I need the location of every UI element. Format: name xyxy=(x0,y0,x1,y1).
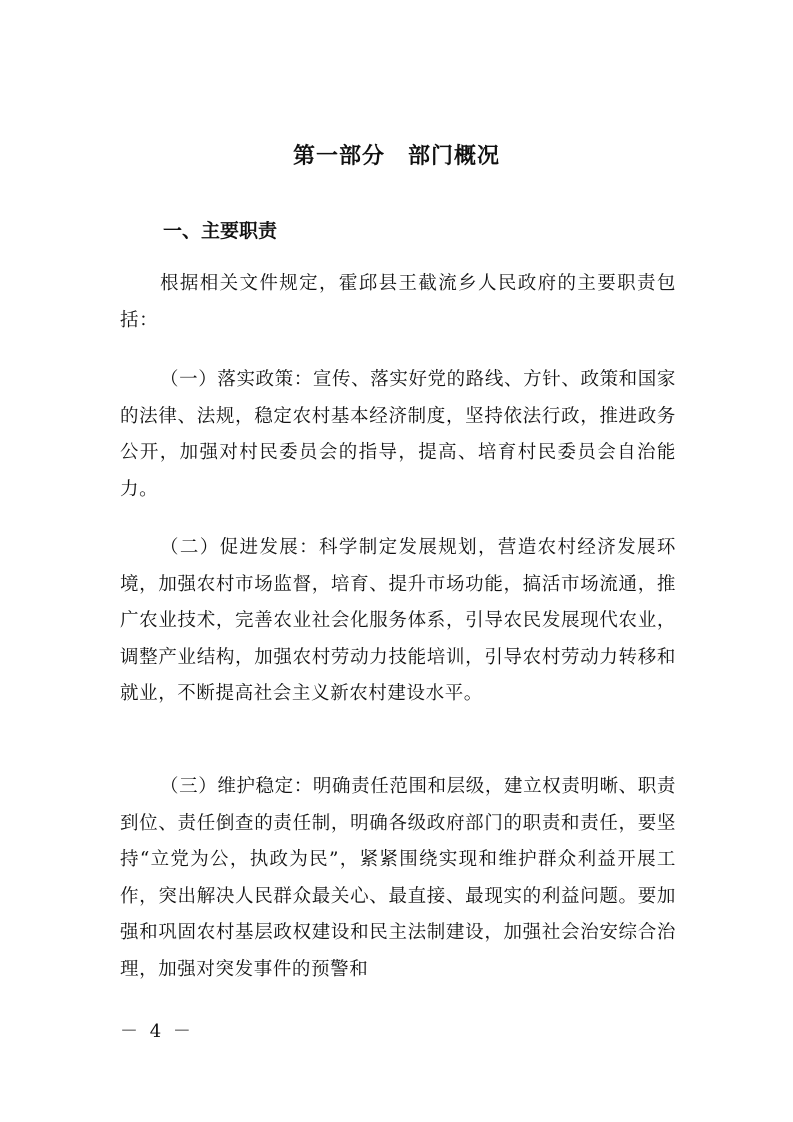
paragraph-development: （二）促进发展：科学制定发展规划，营造农村经济发展环境，加强农村市场监督，培育、提升市场功能，搞活市场流通，推广农业技术，完善农业社会化服务体系，引导农民发展现代农业，调整产业结构，加强农村劳动力技能培训，引导农村劳动力转移和就业，不断提高社会主义新农村建设水平。 xyxy=(120,537,676,704)
page-title: 第一部分 部门概况 xyxy=(292,144,500,169)
paragraph-policy: （一）落实政策：宣传、落实好党的路线、方针、政策和国家的法律、法规，稳定农村基本经济制度，坚持依法行政，推进政务公开，加强对村民委员会的指导，提高、培育村民委员会自治能力。 xyxy=(120,369,676,500)
paragraph-intro: 根据相关文件规定，霍邱县王截流乡人民政府的主要职责包括： xyxy=(120,273,676,331)
paragraph-stability: （三）维护稳定：明确责任范围和层级，建立权责明晰、职责到位、责任倒查的责任制，明确各级政府部门的职责和责任，要坚持“立党为公，执政为民”，紧紧围绕实现和维护群众利益开展工作，突出解决人民群众最关心、最直接、最现实的利益问题。要加强和巩固农村基层政权建设和民主法制建设，加强社会治安综合治理，加强对突发事件的预警和 xyxy=(120,776,676,980)
page-number: － 4 － xyxy=(120,1021,194,1042)
section-heading: 一、主要职责 xyxy=(163,220,278,242)
